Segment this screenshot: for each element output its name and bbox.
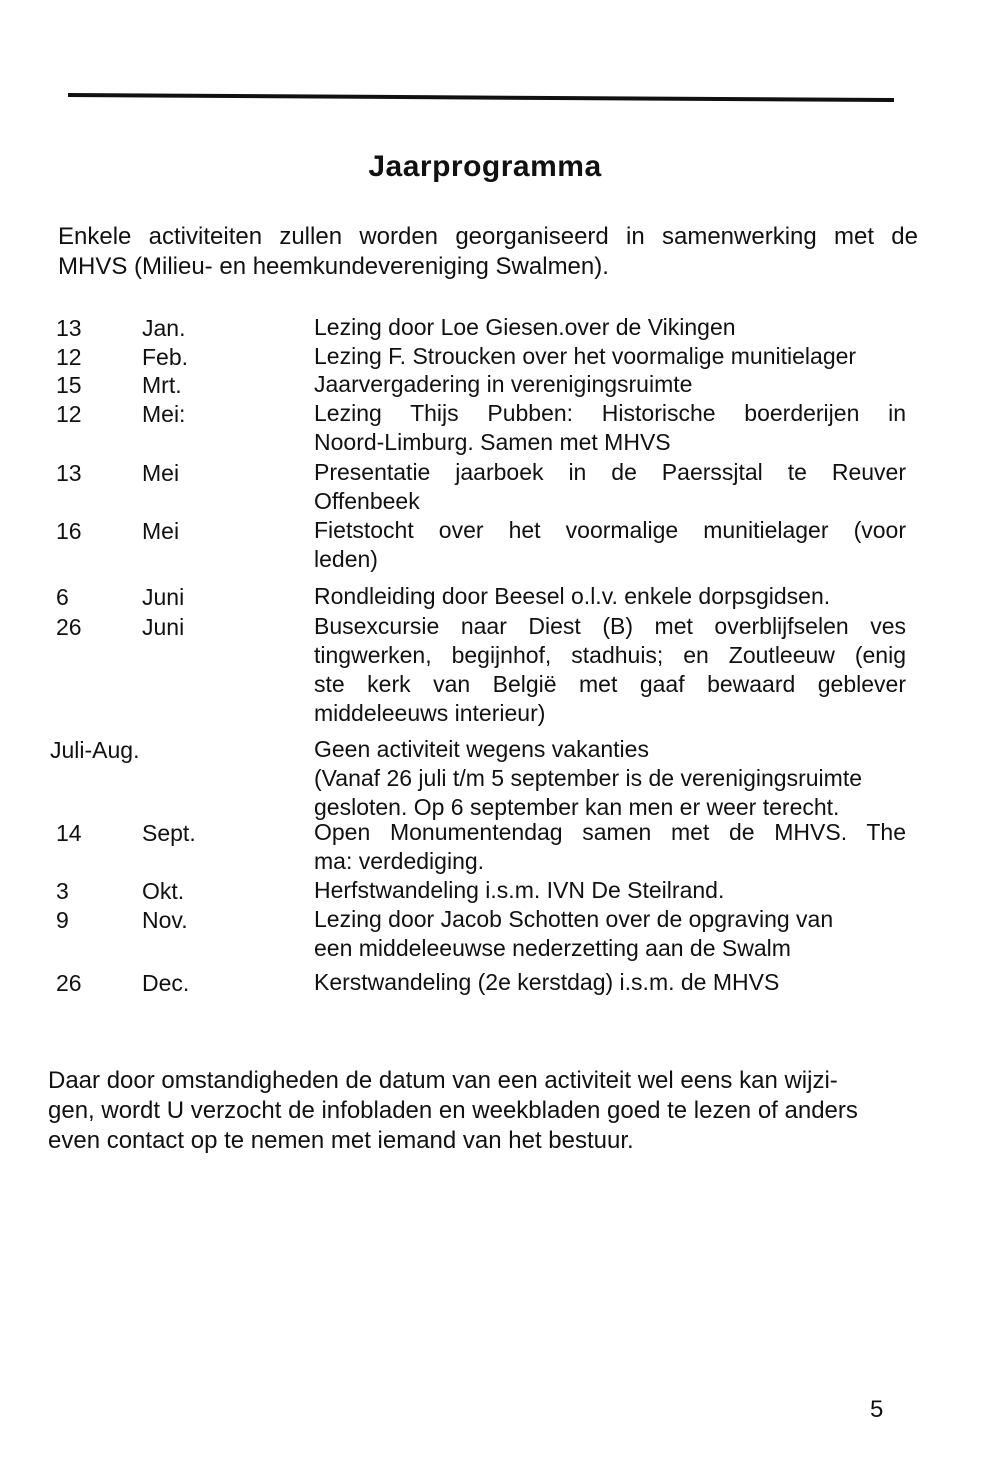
entry-month: Feb. bbox=[142, 344, 189, 370]
entry-month: Juni bbox=[142, 614, 185, 640]
entry-month: Okt. bbox=[142, 878, 185, 904]
entry-description-line: Geen activiteit wegens vakanties bbox=[314, 736, 649, 762]
entry-description bbox=[314, 818, 906, 876]
entry-description-line: ste kerk van België met gaaf bewaard geblever bbox=[314, 671, 906, 697]
entry-description-line: leden) bbox=[314, 546, 378, 572]
entry-description-line: Noord-Limburg. Samen met MHVS bbox=[314, 429, 671, 455]
entry-day: 13 bbox=[56, 460, 82, 486]
entry-day: 12 bbox=[56, 344, 82, 370]
entry-description-line: Lezing Thijs Pubben: Historische boerderijen in bbox=[314, 400, 906, 426]
entry-description-line: Rondleiding door Beesel o.l.v. enkele dorpsgidsen. bbox=[314, 583, 831, 609]
entry-description-line: gesloten. Op 6 september kan men er weer terecht. bbox=[314, 794, 840, 820]
entry-description-line: Lezing F. Stroucken over het voormalige munitielager bbox=[314, 343, 857, 369]
entry-description-line: Lezing door Loe Giesen.over de Vikingen bbox=[314, 314, 736, 340]
entry-description bbox=[314, 876, 906, 905]
entry-description-line: een middeleeuwse nederzetting aan de Swalm bbox=[314, 935, 791, 961]
entry-description bbox=[314, 399, 906, 457]
entry-description-line: Open Monumentendag samen met de MHVS. The bbox=[314, 819, 906, 845]
entry-description-line: Herfstwandeling i.s.m. IVN De Steilrand. bbox=[314, 877, 725, 903]
page-title: Jaarprogramma bbox=[368, 150, 602, 183]
entry-month: Juni bbox=[142, 584, 185, 610]
entry-month: Dec. bbox=[142, 970, 190, 996]
entry-description-line: Fietstocht over het voormalige munitielager (voor bbox=[314, 517, 906, 543]
closing-paragraph bbox=[48, 1066, 908, 1156]
entry-description bbox=[314, 735, 906, 822]
entry-day: 26 bbox=[56, 614, 82, 640]
entry-description-line: tingwerken, begijnhof, stadhuis; en Zoutleeuw (enig bbox=[314, 642, 906, 668]
entry-period: Juli-Aug. bbox=[50, 737, 140, 763]
entry-description bbox=[314, 612, 906, 728]
entry-description bbox=[314, 313, 906, 342]
entry-day: 12 bbox=[56, 401, 82, 427]
intro-line: Enkele activiteiten zullen worden georganiseerd in samenwerking met de bbox=[58, 223, 918, 250]
entry-day: 6 bbox=[56, 584, 69, 610]
entry-month: Mrt. bbox=[142, 372, 182, 398]
closing-line: Daar door omstandigheden de datum van een activiteit wel eens kan wijzi- bbox=[48, 1067, 838, 1094]
entry-month: Nov. bbox=[142, 907, 188, 933]
entry-description bbox=[314, 458, 906, 516]
entry-day: 26 bbox=[56, 970, 82, 996]
entry-description-line: ma: verdediging. bbox=[314, 848, 485, 874]
intro-line: MHVS (Milieu- en heemkundevereniging Swalmen). bbox=[58, 253, 609, 280]
entry-day: 14 bbox=[56, 820, 82, 846]
entry-month: Sept. bbox=[142, 820, 196, 846]
entry-description-line: Kerstwandeling (2e kerstdag) i.s.m. de MHVS bbox=[314, 969, 780, 995]
entry-day: 16 bbox=[56, 518, 82, 544]
entry-description-line: (Vanaf 26 juli t/m 5 september is de verenigingsruimte bbox=[314, 765, 863, 791]
entry-description bbox=[314, 516, 906, 574]
entry-description bbox=[314, 342, 906, 371]
entry-description-line: Jaarvergadering in verenigingsruimte bbox=[314, 371, 693, 397]
entry-day: 9 bbox=[56, 907, 69, 933]
entry-month: Mei: bbox=[142, 401, 186, 427]
entry-description-line: Offenbeek bbox=[314, 488, 420, 514]
entry-description-line: Busexcursie naar Diest (B) met overblijfselen ves bbox=[314, 613, 906, 639]
closing-line: even contact op te nemen met iemand van het bestuur. bbox=[48, 1127, 634, 1154]
entry-description-line: middeleeuws interieur) bbox=[314, 700, 546, 726]
entry-month: Mei bbox=[142, 460, 180, 486]
entry-day: 13 bbox=[56, 315, 82, 341]
entry-day: 15 bbox=[56, 372, 82, 398]
entry-description bbox=[314, 582, 906, 611]
entry-month: Jan. bbox=[142, 315, 186, 341]
entry-description-line: Presentatie jaarboek in de Paerssjtal te Reuver bbox=[314, 459, 906, 485]
closing-line: gen, wordt U verzocht de infobladen en weekbladen goed te lezen of anders bbox=[48, 1097, 858, 1124]
page-number: 5 bbox=[870, 1396, 884, 1423]
entry-description bbox=[314, 968, 906, 997]
entry-description bbox=[314, 370, 906, 399]
entry-month: Mei bbox=[142, 518, 180, 544]
entry-day: 3 bbox=[56, 878, 69, 904]
entry-description bbox=[314, 905, 906, 963]
entry-description-line: Lezing door Jacob Schotten over de opgraving van bbox=[314, 906, 834, 932]
